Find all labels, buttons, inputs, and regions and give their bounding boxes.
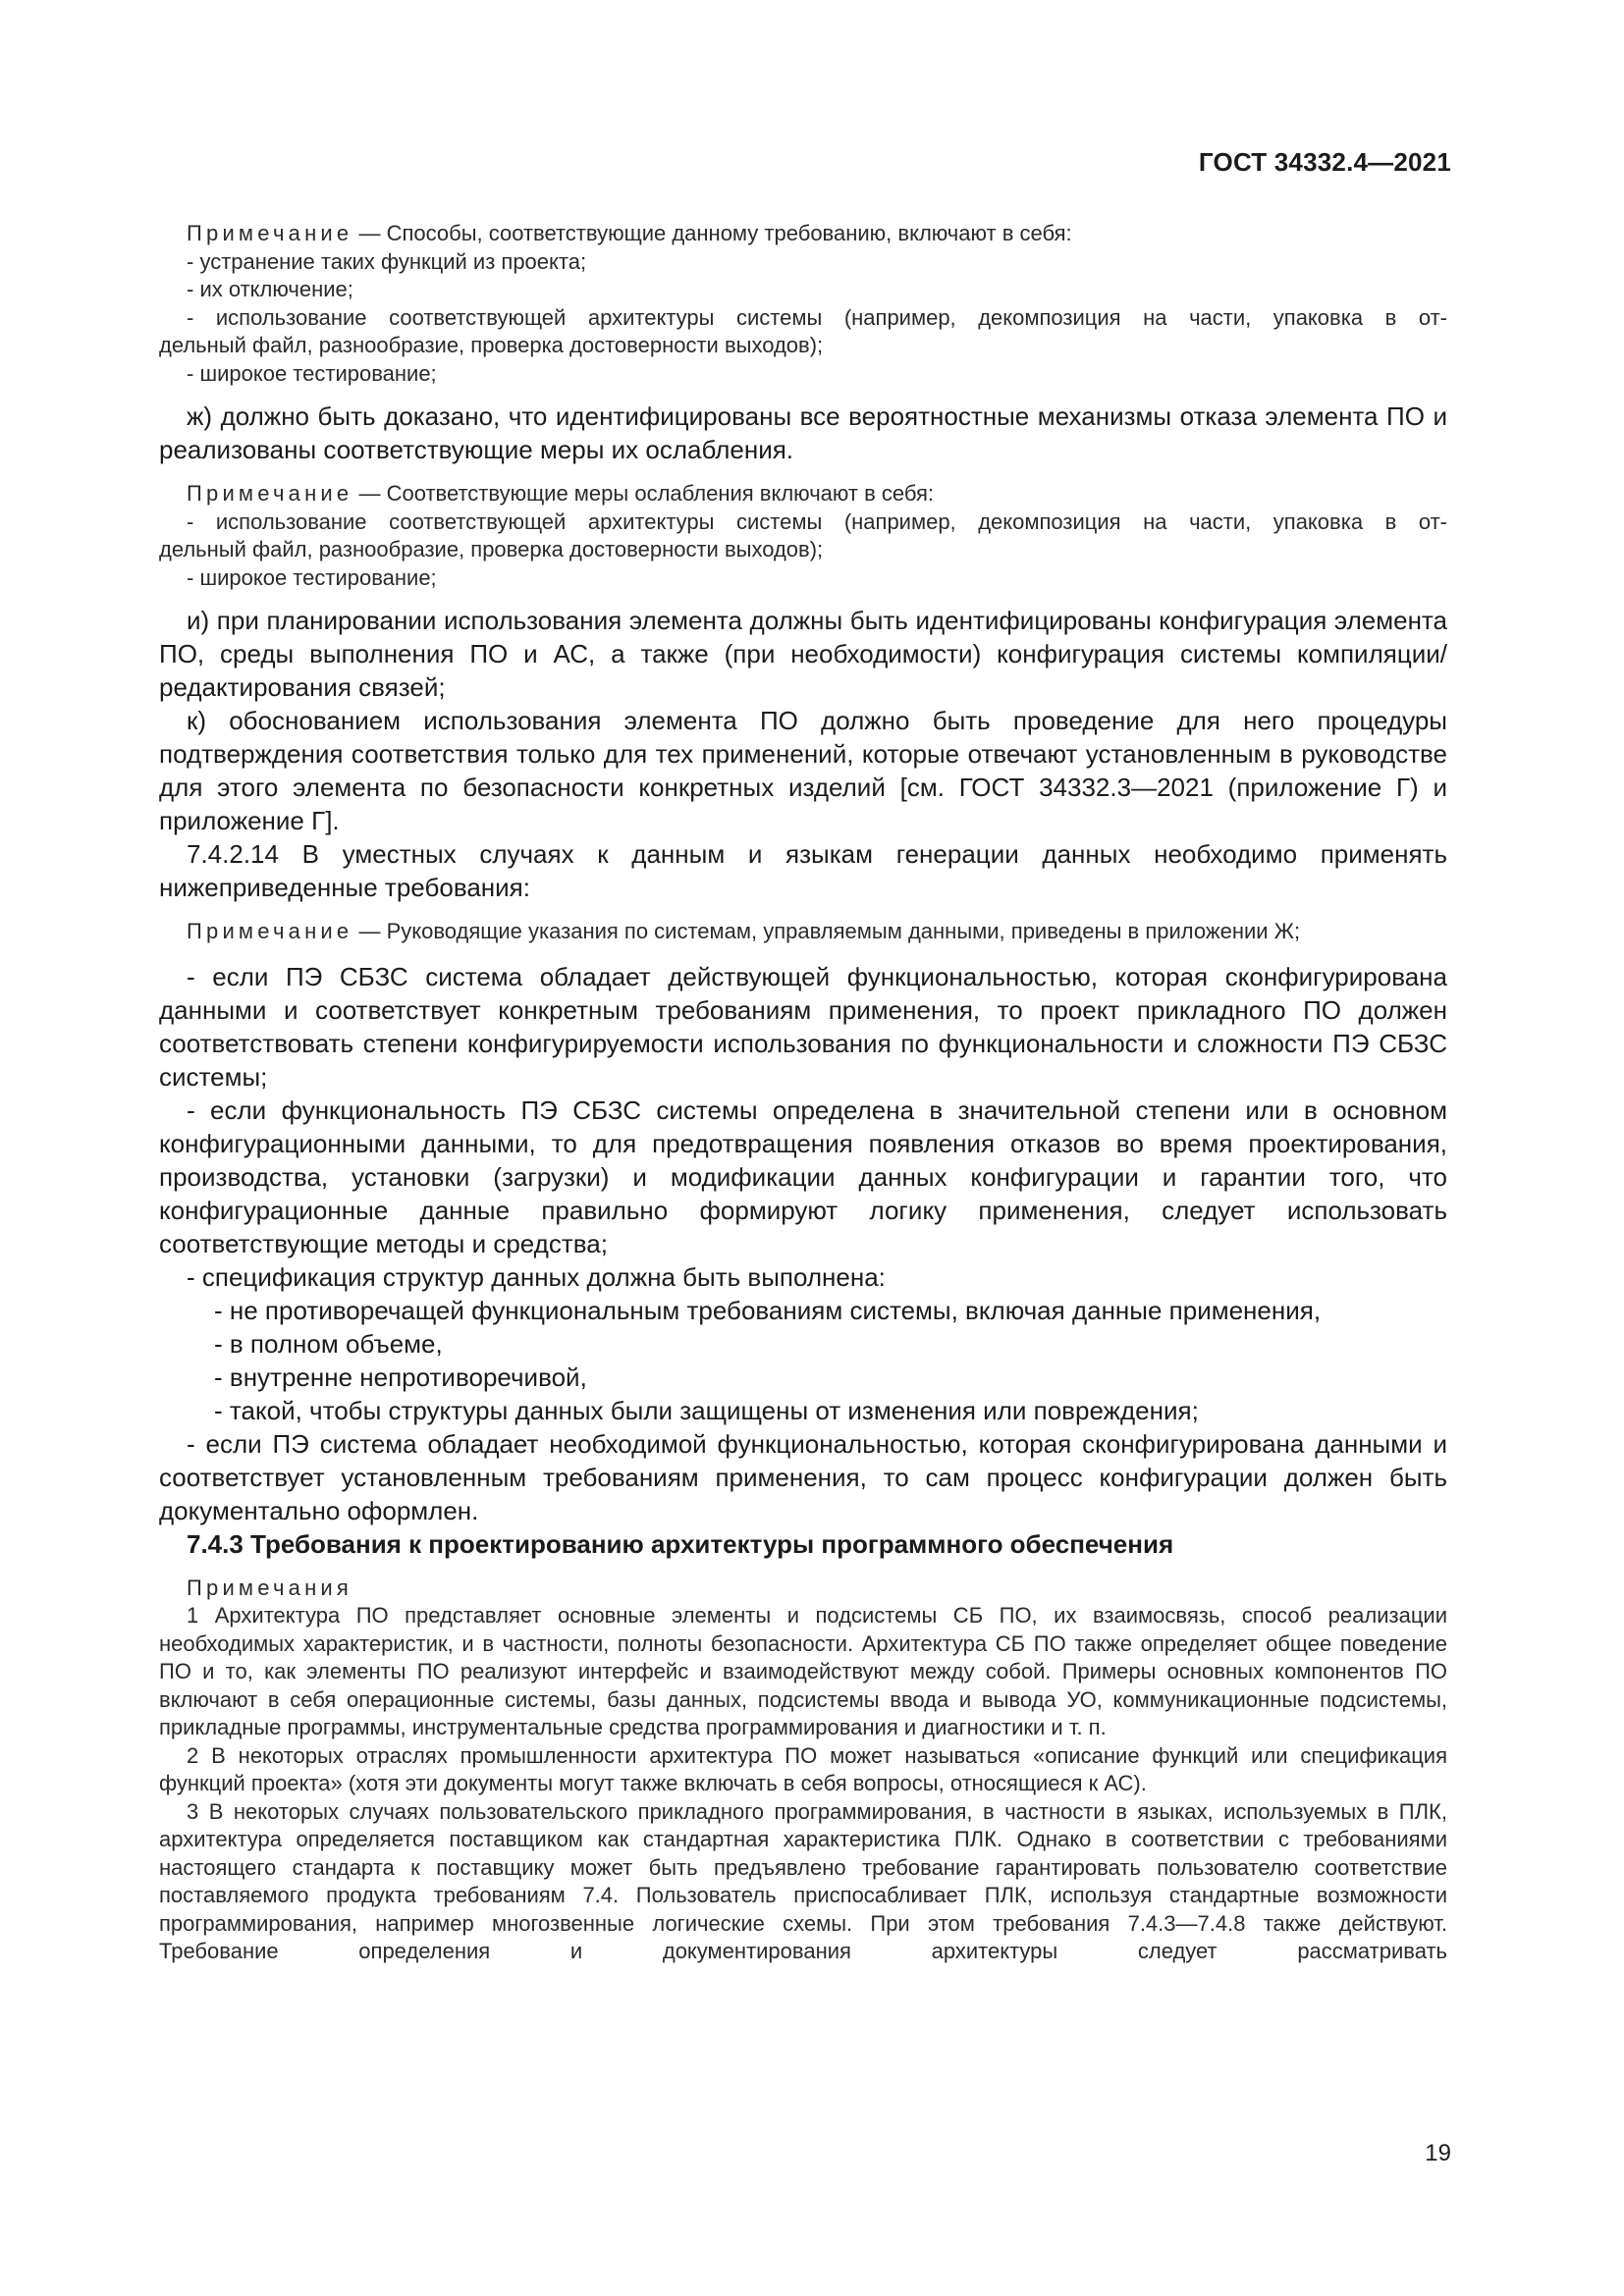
note-label: Примечание	[187, 481, 353, 506]
body-block-1	[159, 400, 1447, 466]
requirement-item: - если ПЭ СБЗС система обладает действующей функциональностью, которая сконфигурирована данными и соответствует конкретным требованиям применения, то проект прикладного ПО должен соответствовать степени конфигурируемости использования по функциональности и сложности ПЭ СБЗС системы;	[159, 961, 1447, 1092]
note-3-head	[159, 918, 1447, 946]
item-k: к) обоснованием использования элемента ПО должно быть проведение для него процедуры подтверждения соответствия только для тех применений, которые отвечают установленным в руководстве для этого элемента по безопасности конкретных изделий [см. ГОСТ 34332.3—2021 (приложение Г) и приложение Г].	[159, 706, 1447, 835]
note-1-item: - их отключение;	[187, 277, 353, 301]
requirement-item: - если ПЭ система обладает необходимой функциональностью, которая сконфигурирована данными и соответствует установленным требованиям применения, то сам процесс конфигурации должен быть документально оформлен.	[159, 1428, 1447, 1525]
note-block-3	[159, 918, 1447, 946]
requirement-subitem: - не противоречащей функциональным требованиям системы, включая данные применения,	[214, 1295, 1322, 1325]
item-i: и) при планировании использования элемента должны быть идентифицированы конфигурация элемента ПО, среды выполнения ПО и АС, а также (при необходимости) конфигурация системы компиляции/редактирования связей;	[159, 606, 1447, 702]
requirement-subitem: - внутренне непротиворечивой,	[214, 1362, 587, 1392]
note-2-item: дельный файл, разнообразие, проверка достоверности выходов);	[159, 537, 824, 561]
note-block-1	[159, 220, 1447, 388]
note-1-item: дельный файл, разнообразие, проверка достоверности выходов);	[159, 333, 824, 357]
clause-7-4-2-14: 7.4.2.14 В уместных случаях к данным и языкам генерации данных необходимо применять нижеприведенные требования:	[159, 839, 1447, 902]
item-zh: ж) должно быть доказано, что идентифицированы все вероятностные механизмы отказа элемента ПО и реализованы соответствующие меры их ослабления.	[159, 401, 1447, 464]
note-item-1: 1 Архитектура ПО представляет основные элементы и подсистемы СБ ПО, их взаимосвязь, способ реализации необходимых характеристик, и в частности, полноты безопасности. Архитектура СБ ПО также определяет общее поведение ПО и то, как элементы ПО реализуют интерфейс и взаимодействуют между собой. Примеры основных компонентов ПО включают в себя операционные системы, базы данных, подсистемы ввода и вывода УО, коммуникационные подсистемы, прикладные программы, инструментальные средства программирования и диагностики и т. п.	[159, 1603, 1447, 1739]
requirement-item: - спецификация структур данных должна быть выполнена:	[187, 1261, 886, 1292]
body-block-2	[159, 604, 1447, 904]
note-1-item: - использование соответствующей архитектуры системы (например, декомпозиция на части, упаковка в от-	[187, 304, 1447, 330]
section-heading: 7.4.3 Требования к проектированию архитектуры программного обеспечения	[187, 1528, 1174, 1559]
note-1-item: - широкое тестирование;	[187, 360, 437, 386]
note-text: — Способы, соответствующие данному требованию, включают в себя:	[352, 221, 1072, 245]
note-1-item: - устранение таких функций из проекта;	[187, 248, 587, 274]
note-1-head	[159, 220, 1447, 248]
notes-label	[159, 1575, 1447, 1603]
note-2-item: - широкое тестирование;	[187, 564, 437, 590]
standard-header: ГОСТ 34332.4—2021	[1198, 147, 1451, 177]
note-item-3: 3 В некоторых случаях пользовательского прикладного программирования, в частности в языках, используемых в ПЛК, архитектура определяется поставщиком как стандартная характеристика ПЛК. Однако в соответствии с требованиями настоящего стандарта к поставщику может быть предъявлено требование гарантировать пользователю соответствие поставляемого продукта требованиям 7.4. Пользователь приспосабливает ПЛК, используя стандартные возможности программирования, например многозвенные логические схемы. При этом требования 7.4.3—7.4.8 также действуют. Требование определения и документирования архитектуры следует рассматривать	[159, 1798, 1447, 1963]
notes-label-text: Примечания	[187, 1575, 353, 1600]
body-block-3	[159, 960, 1447, 1561]
note-text: — Руководящие указания по системам, управляемым данными, приведены в приложении Ж;	[352, 919, 1301, 943]
requirement-subitem: - такой, чтобы структуры данных были защищены от изменения или повреждения;	[214, 1395, 1199, 1425]
note-item-2: 2 В некоторых отраслях промышленности архитектура ПО может называться «описание функций или спецификация функций проекта» (хотя эти документы могут также включать в себя вопросы, относящиеся к АС).	[159, 1742, 1447, 1795]
note-text: — Соответствующие меры ослабления включают в себя:	[352, 481, 935, 506]
notes-block	[159, 1575, 1447, 1966]
note-2-head	[159, 480, 1447, 508]
requirement-item: - если функциональность ПЭ СБЗС системы определена в значительной степени или в основном конфигурационными данными, то для предотвращения появления отказов во время проектирования, производства, установки (загрузки) и модификации данных конфигурации и гарантии того, что конфигурационные данные правильно формируют логику применения, следует использовать соответствующие методы и средства;	[159, 1095, 1447, 1258]
note-label: Примечание	[187, 221, 353, 245]
page-content	[159, 220, 1447, 1966]
note-block-2	[159, 480, 1447, 592]
page-number: 19	[1425, 2140, 1451, 2166]
requirement-subitem: - в полном объеме,	[214, 1328, 443, 1359]
note-label: Примечание	[187, 919, 353, 943]
note-2-item: - использование соответствующей архитектуры системы (например, декомпозиция на части, упаковка в от-	[187, 508, 1447, 534]
